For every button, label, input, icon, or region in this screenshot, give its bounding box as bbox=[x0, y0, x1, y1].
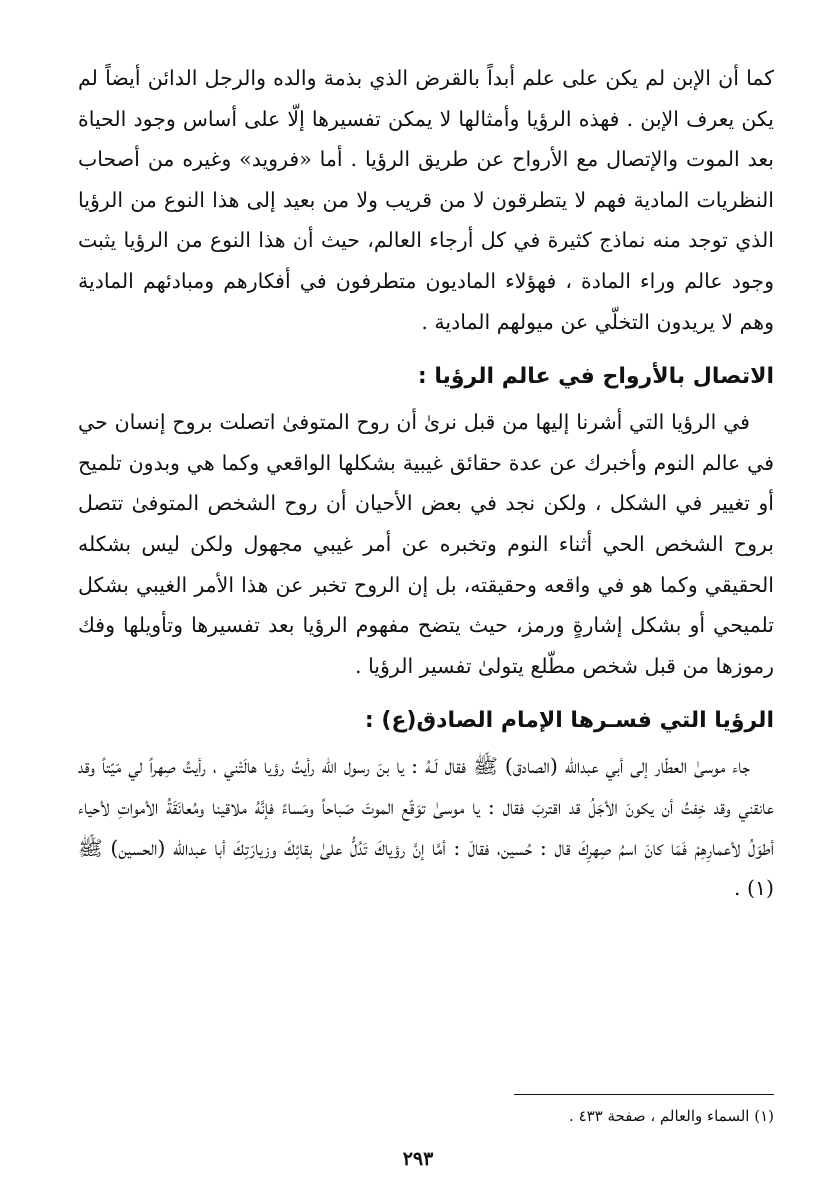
paragraph-2: في الرؤيا التي أشرنا إليها من قبل نرىٰ أن روح المتوفىٰ اتصلت بروح إنسان حي في عالم النوم وأخبرك عن عدة حقائق غيبية بشكلها الواقعي وكما هي وبدون تلميح أو تغيير في الشكل ، ولكن نجد في بعض الأحيان أن روح الشخص المتوفىٰ تتصل بروح الشخص الحي أثناء النوم وتخبره عن أمر غيبي مجهول ولكن ليس بشكله الحقيقي وكما هو في واقعه وحقيقته، بل إن الروح تخبر عن هذا الأمر الغيبي بشكل تلميحي أو بشكل إشارةٍ ورمز، حيث يتضح مفهوم الرؤيا بعد تفسيرها وتأويلها وفك رموزها من قبل شخص مطّلع يتولىٰ تفسير الرؤيا . bbox=[78, 410, 774, 678]
footnote: (١) السماء والعالم ، صفحة ٤٣٣ . bbox=[569, 1107, 774, 1125]
section-heading-2: الرؤيا التي فسـرها الإمام الصادق(ع) : bbox=[364, 708, 774, 734]
paragraph-3-text: جاء موسىٰ العطّار إلى أبي عبدالله (الصادق) ﷺ فقال لَـهُ : يا بنَ رسول الله رأيتُ رؤيا هالَتْني ، رأيتُ صِهراً لي مَيّتاً وقد عانقني وقد خِفتُ أن يكونَ الأجَلُ قد اقتربَ فقال : يا موسىٰ توَقّع الموتَ صَباحاً ومَساءً فإنَّهُ ملاقينا ومُعانَقَةُ الأمواتِ لأحياء أطوَلُ لأعمارِهِمْ فَمَا كانَ اسمُ صِهرِكَ قال : حُسين، فقالَ : أمَّا إنَّ رؤياكَ تَدُلُّ علىٰ بقائِكَ وزيارَتِكَ أبا عبدالله (الحسين) ﷺ bbox=[78, 754, 774, 860]
section-heading-1: الاتصال بالأرواح في عالم الرؤيا : bbox=[417, 364, 774, 390]
paragraph-3: جاء موسىٰ العطّار إلى أبي عبدالله (الصادق) ﷺ فقال لَـهُ : يا بنَ رسول الله رأيتُ رؤيا هالَتْني ، رأيتُ صِهراً لي مَيّتاً وقد عانقني وقد خِفتُ أن يكونَ الأجَلُ قد اقتربَ فقال : يا موسىٰ توَقّع الموتَ صَباحاً ومَساءً فإنَّهُ ملاقينا ومُعانَقَةُ الأمواتِ لأحياء أطوَلُ لأعمارِهِمْ فَمَا كانَ اسمُ صِهرِكَ قال : حُسين، فقالَ : أمَّا إنَّ رؤياكَ تَدُلُّ علىٰ بقائِكَ وزيارَتِكَ أبا عبدالله (الحسين) ﷺ (١) . bbox=[78, 754, 774, 901]
page-number: ٢٩٣ bbox=[402, 1148, 434, 1170]
paragraph-1: كما أن الإبن لم يكن على علم أبداً بالقرض الذي بذمة والده والرجل الدائن أيضاً لم يكن يعرف الإبن . فهذه الرؤيا وأمثالها لا يمكن تفسيرها إلّا على أساس وجود الحياة بعد الموت والإتصال مع الأرواح عن طريق الرؤيا . أما «فرويد» وغيره من أصحاب النظريات المادية فهم لا يتطرقون لا من قريب ولا من بعيد إلى هذا النوع من الرؤيا الذي توجد منه نماذج كثيرة في كل أرجاء العالم، حيث أن هذا النوع من الرؤيا يثبت وجود عالم وراء المادة ، فهؤلاء الماديون متطرفون في أفكارهم ومبادئهم المادية وهم لا يريدون التخلّي عن ميولهم المادية . bbox=[78, 66, 774, 334]
footnote-separator bbox=[514, 1094, 774, 1095]
footnote-reference: (١) bbox=[746, 876, 774, 901]
